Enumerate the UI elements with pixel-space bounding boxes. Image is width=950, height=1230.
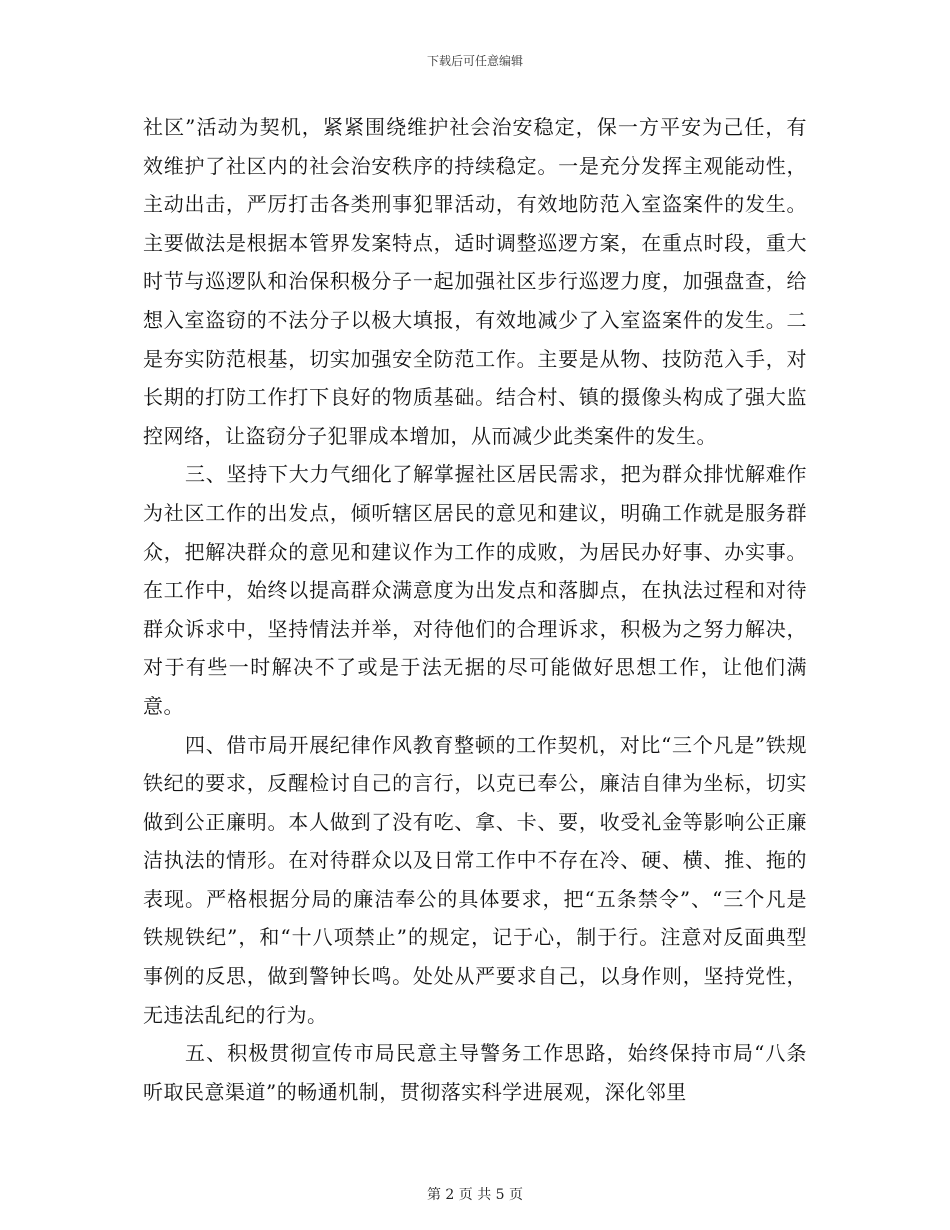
paragraph-section-5: 五、积极贯彻宣传市局民意主导警务工作思路，始终保持市局“八条听取民意渠道”的畅通机制，贯彻落实科学进展观，深化邻里 <box>143 1041 807 1104</box>
page-header: 下载后可任意编辑 <box>426 54 523 68</box>
page-number: 第 2 页 共 5 页 <box>426 1187 524 1203</box>
paragraph-continued: 社区”活动为契机，紧紧围绕维护社会治安稳定，保一方平安为己任，有效维护了社区内的社会治安秩序的持续稳定。一是充分发挥主观能动性，主动出击，严厉打击各类刑事犯罪活动，有效地防范入室盗案件的发生。主要做法是根据本管界发案特点，适时调整巡逻方案，在重点时段，重大时节与巡逻队和治保积极分子一起加强社区步行巡逻力度，加强盘查，给想入室盗窃的不法分子以极大填报，有效地减少了入室盗案件的发生。二是夯实防范根基，切实加强安全防范工作。主要是从物、技防范入手，对长期的打防工作打下良好的物质基础。结合村、镇的摄像头构成了强大监控网络，让盗窃分子犯罪成本增加，从而减少此类案件的发生。 <box>143 115 807 448</box>
paragraph-section-4: 四、借市局开展纪律作风教育整顿的工作契机，对比“三个凡是”铁规铁纪的要求，反醒检讨自己的言行，以克已奉公，廉洁自律为坐标，切实做到公正廉明。本人做到了没有吃、拿、卡、要，收受礼金等影响公正廉洁执法的情形。在对待群众以及日常工作中不存在冷、硬、横、推、拖的表现。严格根据分局的廉洁奉公的具体要求，把“五条禁令”、“三个凡是铁规铁纪”，和“十八项禁止”的规定，记于心，制于行。注意对反面典型事例的反思，做到警钟长鸣。处处从严要求自己，以身作则，坚持党性，无违法乱纪的行为。 <box>143 732 807 1027</box>
paragraph-section-3: 三、坚持下大力气细化了解掌握社区居民需求，把为群众排忧解难作为社区工作的出发点，倾听辖区居民的意见和建议，明确工作就是服务群众，把解决群众的意见和建议作为工作的成败，为居民办好事、办实事。在工作中，始终以提高群众满意度为出发点和落脚点，在执法过程和对待群众诉求中，坚持情法并举，对待他们的合理诉求，积极为之努力解决，对于有些一时解决不了或是于法无据的尽可能做好思想工作，让他们满意。 <box>143 462 807 718</box>
document-body <box>143 108 807 1111</box>
